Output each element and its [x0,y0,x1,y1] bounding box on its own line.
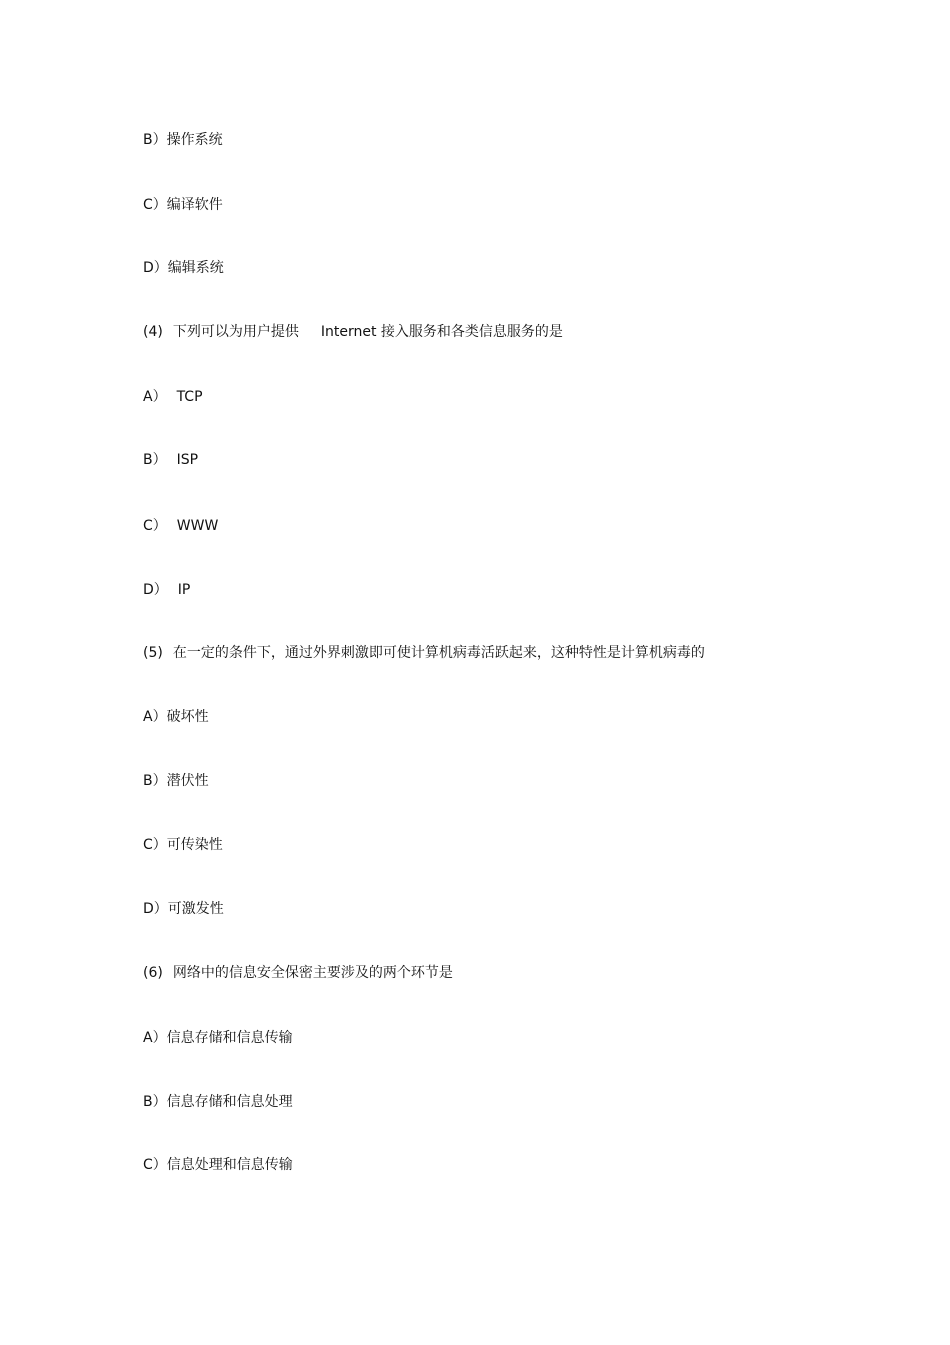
option-c-infectious [143,836,223,854]
option-text: 信息存储和信息传输 [166,1030,293,1046]
option-text: 信息存储和信息处理 [166,1094,293,1110]
question-text: 网络中的信息安全保密主要涉及的两个环节是 [172,965,453,981]
option-label: D） [143,260,168,276]
option-b-isp [143,451,198,469]
option-text: 编译软件 [166,197,223,213]
option-a-destructive [143,708,209,726]
option-text: 可传染性 [166,837,223,853]
question-text-part-2: Internet 接入服务和各类信息服务的是 [320,324,563,340]
option-c-processing-transmission [143,1156,293,1174]
question-number: (5) [143,645,163,661]
option-text: 信息处理和信息传输 [166,1157,293,1173]
option-b-latent [143,772,209,790]
option-a-tcp [143,388,203,406]
option-a-storage-transmission [143,1029,293,1047]
option-label: C） [143,518,167,534]
option-d-editing-system [143,259,224,277]
question-6 [143,964,453,982]
option-label: B） [143,773,167,789]
option-b-storage-processing [143,1093,293,1111]
option-c-www [143,517,218,535]
question-number: (4) [143,324,163,340]
option-text: 破坏性 [166,709,209,725]
question-number: (6) [143,965,163,981]
question-text: 在一定的条件下，通过外界刺激即可使计算机病毒活跃起来，这种特性是计算机病毒的 [172,645,705,661]
option-label: B） [143,1094,167,1110]
option-text: 可激发性 [167,901,224,917]
option-text: ISP [176,452,199,468]
option-text: 编辑系统 [167,260,224,276]
question-text-part-1: 下列可以为用户提供 [172,324,299,340]
option-label: A） [143,709,167,725]
option-label: C） [143,1157,167,1173]
option-label: C） [143,197,167,213]
option-d-triggerable [143,900,224,918]
option-label: D） [143,901,168,917]
option-text: TCP [176,389,203,405]
question-5 [143,644,705,662]
option-label: C） [143,837,167,853]
option-label: A） [143,1030,167,1046]
option-label: B） [143,132,167,148]
option-label: B） [143,452,167,468]
option-text: IP [177,582,191,598]
option-label: D） [143,582,168,598]
option-text: 潜伏性 [166,773,209,789]
question-4 [143,323,563,341]
option-text: WWW [176,518,219,534]
option-label: A） [143,389,167,405]
option-b-operating-system [143,131,223,149]
option-text: 操作系统 [166,132,223,148]
option-c-compiler-software [143,196,223,214]
option-d-ip [143,581,190,599]
